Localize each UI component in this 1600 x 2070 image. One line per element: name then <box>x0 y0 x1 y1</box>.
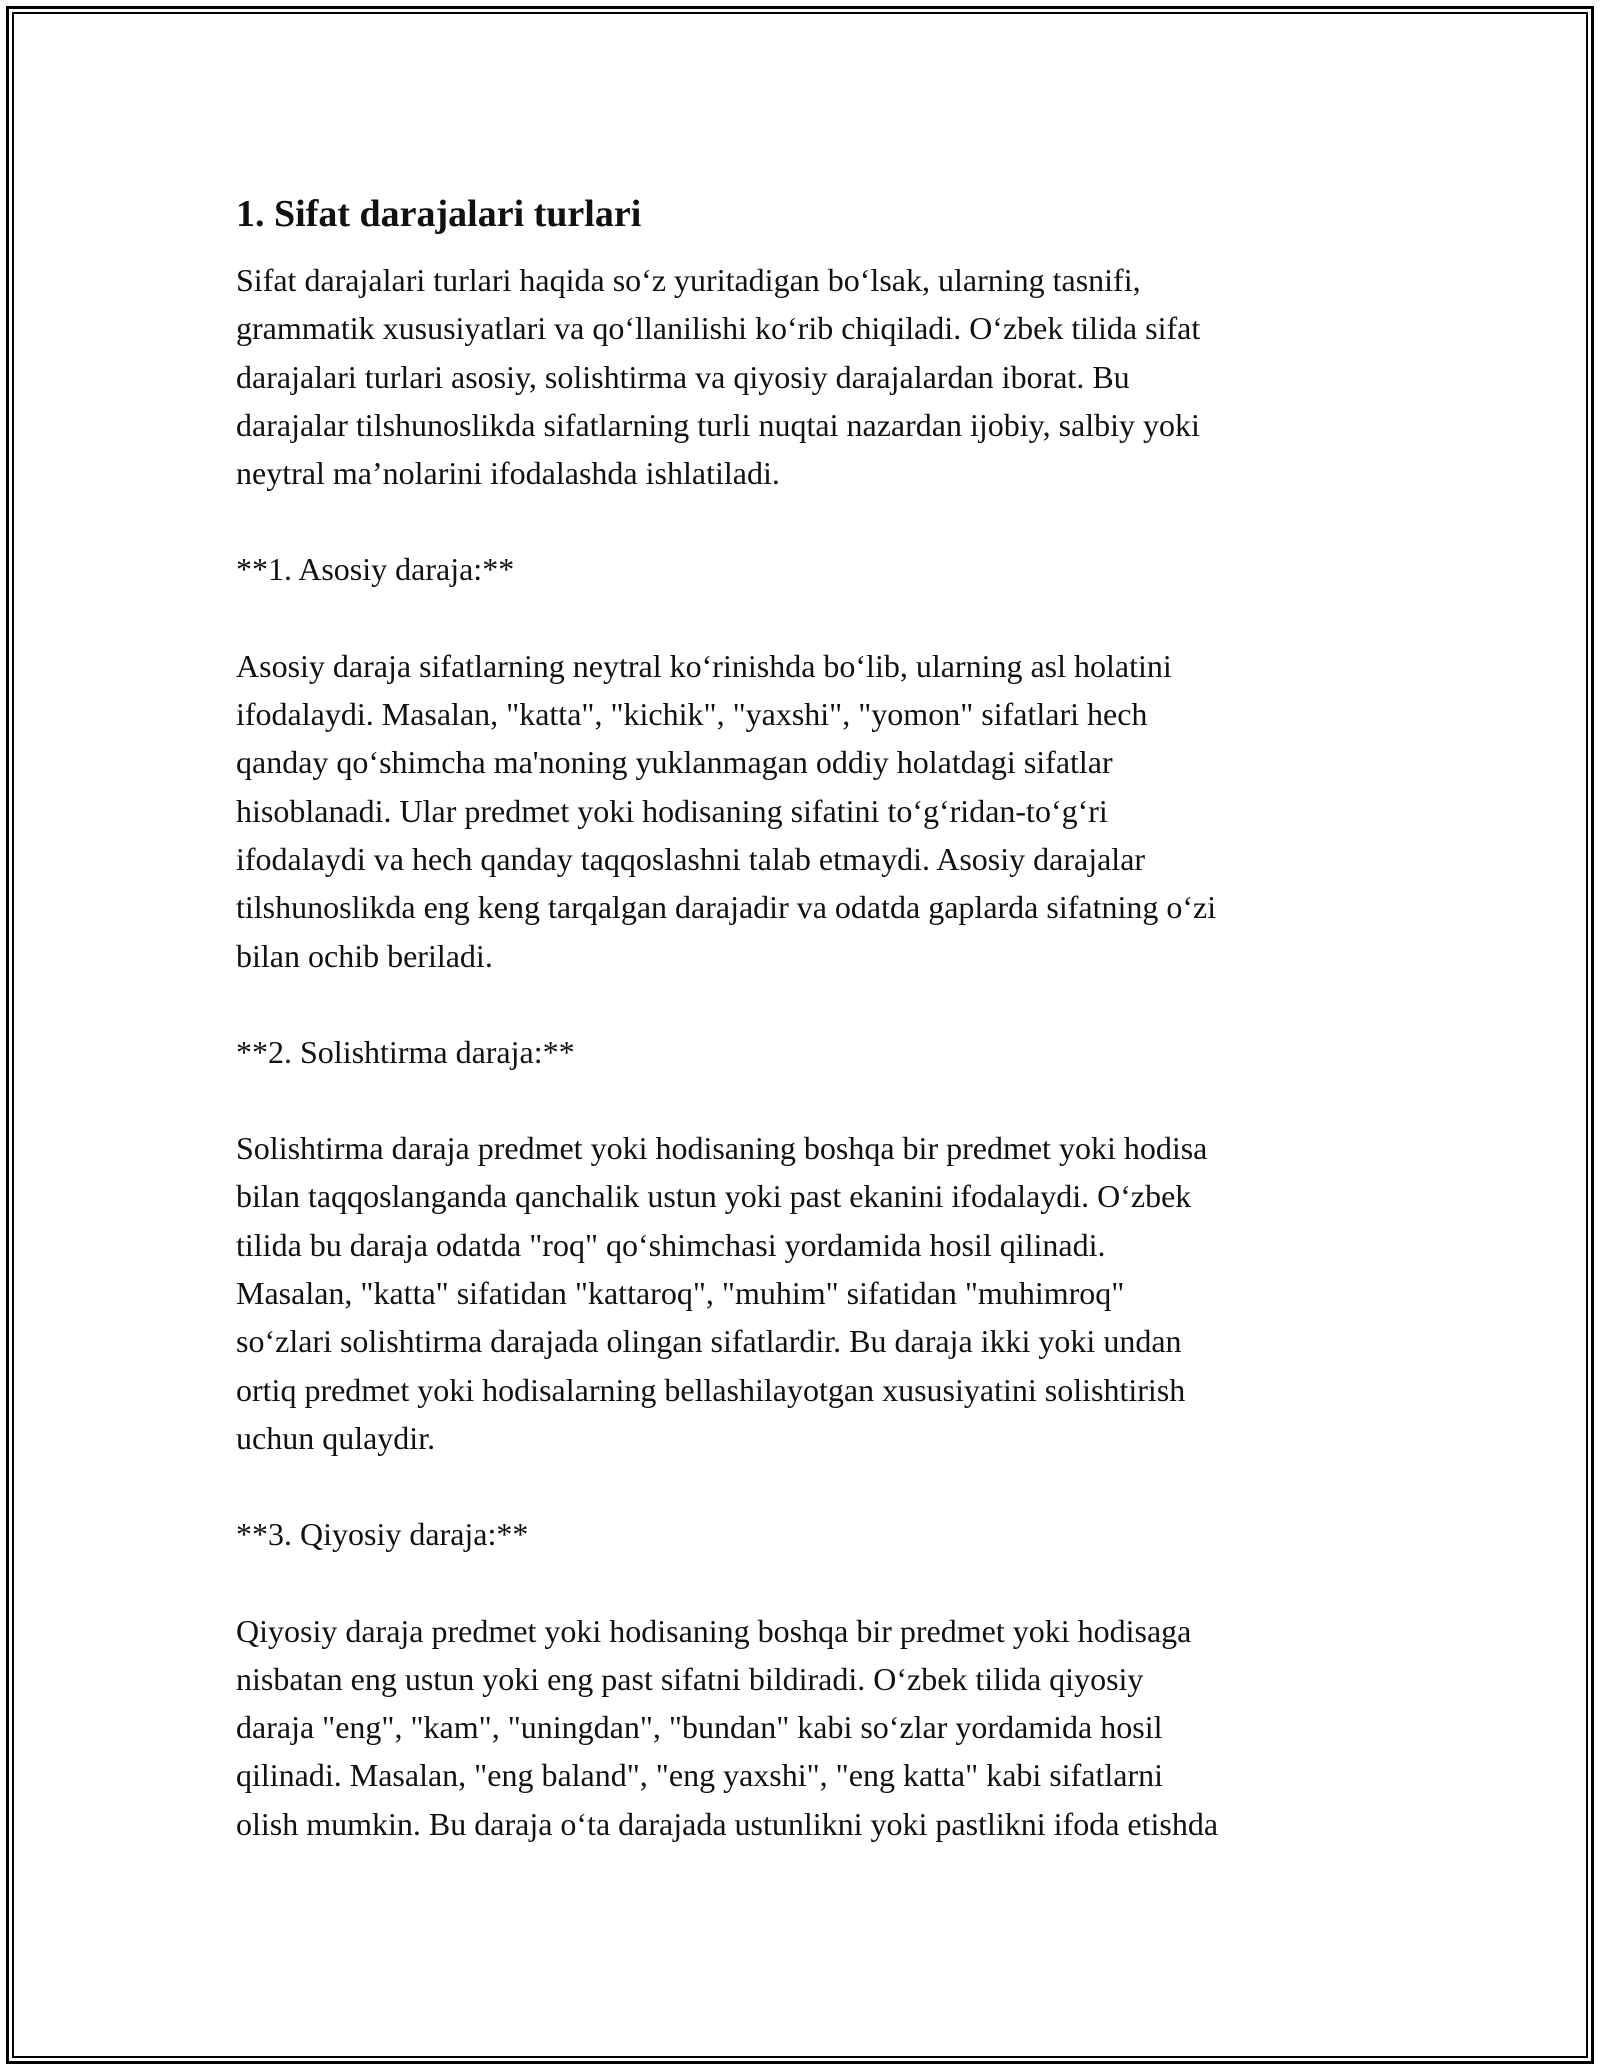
qiyosiy-paragraph: Qiyosiy daraja predmet yoki hodisaning boshqa bir predmet yoki hodisaga nisbatan eng ustun yoki eng past sifatni bildiradi. O‘zbek tilida qiyosiy daraja "eng", "kam", "uningdan", "bundan" kabi so‘zlar yordamida hosil qilinadi. Masalan, "eng baland", "eng yaxshi", "eng katta" kabi sifatlarni olish mumkin. Bu daraja o‘ta darajada ustunlikni yoki pastlikni ifoda etishda <box>236 1612 1219 1842</box>
section-heading-qiyosiy: **3. Qiyosiy daraja:** <box>236 1516 529 1553</box>
section-heading-solishtirma: **2. Solishtirma daraja:** <box>236 1033 575 1070</box>
document-body <box>236 186 1376 1848</box>
asosiy-paragraph: Asosiy daraja sifatlarning neytral ko‘rinishda bo‘lib, ularning asl holatini ifodalaydi. Masalan, "katta", "kichik", "yaxshi", "yomon" sifatlari hech qanday qo‘shimcha ma'noning yuklanmagan oddiy holatdagi sifatlar hisoblanadi. Ular predmet yoki hodisaning sifatini to‘g‘ridan-to‘g‘ri ifodalaydi va hech qanday taqqoslashni talab etmaydi. Asosiy darajalar tilshunoslikda eng keng tarqalgan darajadir va odatda gaplarda sifatning o‘zi bilan ochib beriladi. <box>236 647 1217 974</box>
section-heading-asosiy: **1. Asosiy daraja:** <box>236 551 515 588</box>
solishtirma-paragraph: Solishtirma daraja predmet yoki hodisaning boshqa bir predmet yoki hodisa bilan taqqoslanganda qanchalik ustun yoki past ekanini ifodalaydi. O‘zbek tilida bu daraja odatda "roq" qo‘shimchasi yordamida hosil qilinadi. Masalan, "katta" sifatidan "kattaroq", "muhim" sifatidan "muhimroq" so‘zlari solishtirma darajada olingan sifatlardir. Bu daraja ikki yoki undan ortiq predmet yoki hodisalarning bellashilayotgan xususiyatini solishtirish uchun qulaydir. <box>236 1130 1208 1456</box>
intro-paragraph: Sifat darajalari turlari haqida so‘z yuritadigan bo‘lsak, ularning tasnifi, grammatik xususiyatlari va qo‘llanilishi ko‘rib chiqiladi. O‘zbek tilida sifat darajalari turlari asosiy, solishtirma va qiyosiy darajalardan iborat. Bu darajalar tilshunoslikda sifatlarning turli nuqtai nazardan ijobiy, salbiy yoki neytral ma’nolarini ifodalashda ishlatiladi. <box>236 262 1201 492</box>
document-title: 1. Sifat darajalari turlari <box>236 193 642 235</box>
